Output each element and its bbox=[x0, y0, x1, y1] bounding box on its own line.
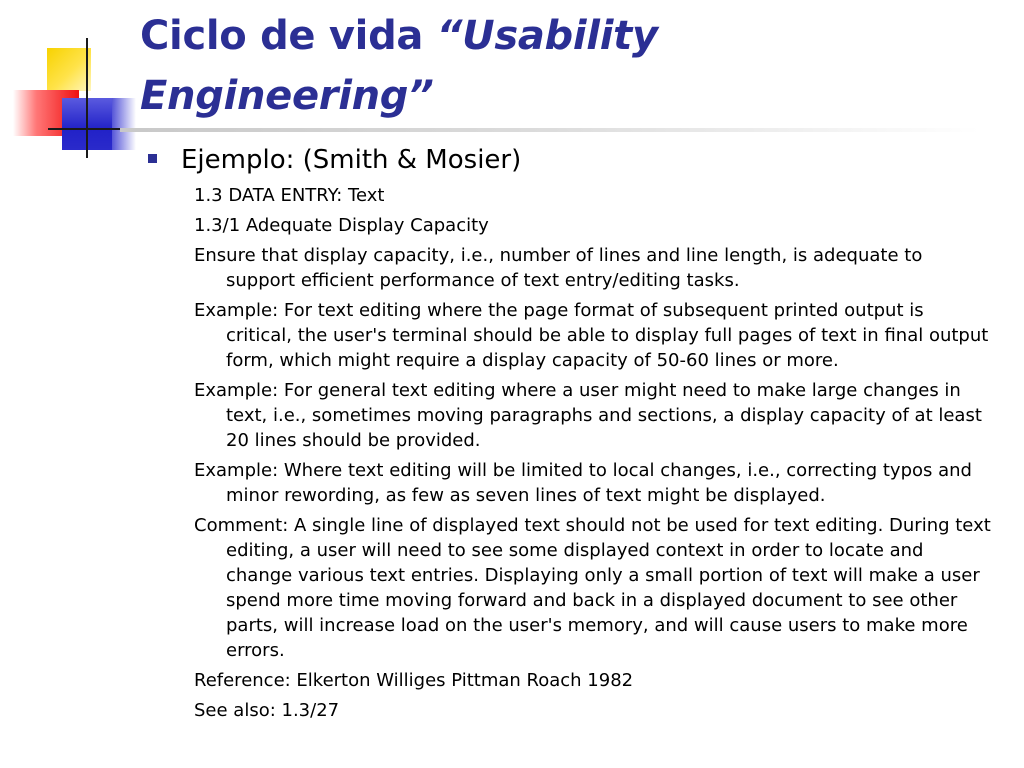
list-item: Reference: Elkerton Williges Pittman Roach 1982 bbox=[194, 670, 634, 691]
list-item: 1.3/1 Adequate Display Capacity bbox=[194, 215, 489, 236]
logo-vertical-line bbox=[86, 38, 88, 158]
list-item: Example: For text editing where the page format of subsequent printed output is critical, the user's terminal should be able to display full pages of text in final output form, which might require a display capacity of 50-60 lines or more. bbox=[194, 300, 989, 371]
main-bullet bbox=[148, 143, 1008, 177]
logo-blue-fade bbox=[112, 98, 136, 150]
list-item: Example: Where text editing will be limited to local changes, i.e., correcting typos and minor rewording, as few as seven lines of text might be displayed. bbox=[194, 460, 972, 506]
slide-logo bbox=[0, 0, 150, 170]
sub-items-list bbox=[194, 183, 994, 728]
title-plain: Ciclo de vida bbox=[140, 13, 437, 59]
title-underline bbox=[120, 128, 980, 132]
list-item: See also: 1.3/27 bbox=[194, 700, 340, 721]
list-item: Ensure that display capacity, i.e., number of lines and line length, is adequate to support efficient performance of text entry/editing tasks. bbox=[194, 245, 923, 291]
list-item: Comment: A single line of displayed text should not be used for text editing. During text editing, a user will need to see some displayed context in order to locate and change various text entries. Displaying only a small portion of text will make a user spend more time moving forward and back in a displayed document to see other parts, will increase load on the user's memory, and will cause users to make more errors. bbox=[194, 515, 991, 661]
slide-title bbox=[140, 6, 760, 126]
logo-yellow-square bbox=[47, 48, 91, 91]
main-bullet-text: Ejemplo: (Smith & Mosier) bbox=[181, 145, 522, 175]
list-item: 1.3 DATA ENTRY: Text bbox=[194, 185, 385, 206]
list-item: Example: For general text editing where a user might need to make large changes in text, i.e., sometimes moving paragraphs and sections, a display capacity of at least 20 lines should be provided. bbox=[194, 380, 982, 451]
square-bullet-icon bbox=[148, 154, 157, 163]
title-italic: “Usability Engineering” bbox=[140, 13, 658, 119]
